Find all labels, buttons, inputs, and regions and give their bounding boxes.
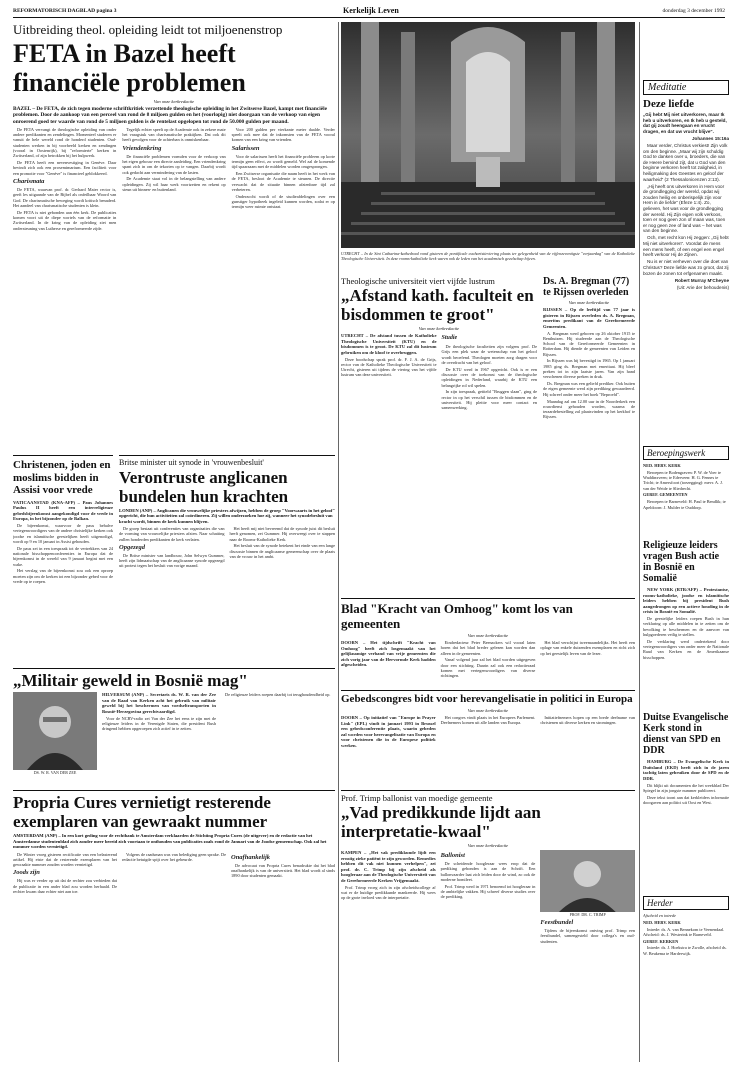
feta-sub-salarissen: Salarissen xyxy=(231,144,260,152)
bregman-p3: Ds. Bregman was een geliefd prediker. Ook buiten de eigen gemeente werd zijn prediking gewaardeerd. Hij schreef onder meer het boek "Beproefd". xyxy=(543,381,635,397)
trimp-photo xyxy=(540,850,635,912)
herder-tab: Herder xyxy=(643,896,729,910)
religieuze-text xyxy=(643,587,729,660)
feta-p9: Voor de salarissen heeft het financiële probleem op korte termijn geen effect, zo wordt gemeld. Wel zal de komende tijd spaarzaam met de middelen worden omgesprongen. xyxy=(231,153,335,170)
anglican-kicker: Britse minister uit synode in 'vrouwenbesluit' xyxy=(119,458,264,467)
ktu-col-2 xyxy=(442,333,538,412)
trimp-photo-caption: PROF. DR. C. TRIMP xyxy=(569,912,606,917)
omhoog-article xyxy=(341,598,635,688)
ktu-p2: De theologische faculteiten zijn volgens prof. De Grijs een plek waar de wetenschap van het geloof wordt beoefend. Theologen moeten zorg dragen voor de overdracht van het geloof. xyxy=(441,344,537,365)
bregman-p4: Maandag zal om 12.00 uur in de Noorderkerk een rouwdienst gehouden worden, waarna de teraardebestelling zal plaatsvinden op het kerkhof te Rijssen. xyxy=(543,398,635,420)
feta-p11: Onderzocht wordt of de studieafdelingen over een gunstiger hypotheek ingeleid kunnen worden, zodat er op termijn weer ruimte ontstaat. xyxy=(231,193,335,210)
feta-p8: Voor 200 gulden per vierkante meter daalde. Verder speelt ook mee dat de inkomsten van de FETA vooral komen van een kring van vrienden. xyxy=(231,126,335,143)
politiek-col-3 xyxy=(540,715,635,750)
bosnie-p2: De religieuze leiders roepen daarbij tot terughoudendheid op. xyxy=(225,692,331,697)
bregman-article xyxy=(543,276,635,576)
ktu-col-1 xyxy=(341,333,437,412)
religieuze-p2: De verklaring werd ondertekend door vertegenwoordigers van onder meer de Nationale Raad van Kerken en de Amerikaanse bisschoppen. xyxy=(643,638,729,660)
ktu-p1: Deze boodschap sprak prof. dr. F. J. A. de Grijs, rector van de Katholieke Theologische Universiteit te Utrecht, gisteren uit tijdens de viering van het vijfde lustrum van deze universiteit. xyxy=(341,356,437,378)
bosnie-col-2 xyxy=(221,692,335,775)
bosnie-lead: HILVERSUM (ANP) – Secretaris ds. W. R. van der Zee van de Raad van Kerken acht het gebruik van militair geweld bij het beschermen van voedseltransporten in Bosnië-Herzegovina gerechtvaardigd. xyxy=(102,692,216,714)
trimp-p1: Prof. Trimp vroeg zich in zijn afscheidscollege af wat er de huidige predikkunde mankeerde. Hij wees op de grote invloed van de interpretatie. xyxy=(341,884,436,901)
religieuze-article xyxy=(643,540,729,710)
anglican-p3: Het heeft mij niet bevreemd dat de synode juist dit besluit heeft genomen, zei Gummer. Hij overweegt over te stappen naar de Rooms-Katholieke Kerk. xyxy=(229,526,335,542)
bosnie-headline: „Militair geweld in Bosnië mag" xyxy=(13,671,248,690)
masthead-section: Kerkelijk Leven xyxy=(343,6,399,15)
herder-b1: Intrede: ds. A. van Bennekom te Veenendaal. Afscheid: ds. J. Westerink te Barneveld. xyxy=(643,926,725,937)
assisi-p2: De paus zei in een toespraak tot de vertrekkers van 24 nationale bisschoppenconferenties in Europa dat de bijeenkomst in de wereld van 9 januari begint met een wake. xyxy=(13,545,113,567)
trimp-sub-ballonist: Ballonist xyxy=(440,852,465,859)
bregman-text xyxy=(543,307,635,420)
trimp-lead: KAMPEN – „Het vak predikkunde lijdt een ernstig zieke patiënt te zijn geworden. Remedies hebben dit vak niet kunnen verhelpen", zei prof. dr. C. Trimp bij zijn afscheid als hoogleraar aan de Theologische Universiteit van de Gereformeerde Kerken Vrijgemaakt. xyxy=(341,850,436,883)
beroepingswerk-h2: GEREF. GEMEENTEN xyxy=(643,492,688,498)
feta-p7: De Academie staat vol in de belangstelling van andere opleidingen. Zij wil haar werk voortzetten en rekent op steun uit binnen- en buitenland. xyxy=(122,176,226,193)
bosnie-article xyxy=(13,668,335,786)
trimp-sub-feestbundel: Feestbundel xyxy=(540,919,574,926)
beroepingswerk-b1: Beroepen te Bodengraven: P. W. de Voer te Waddinxveen; te Ederveen: H. G. Fennes te Tricht; te Amersfoort (toezegging): mevr. A. J. van der Weide te Sliedrecht. xyxy=(643,469,723,491)
propria-col-3 xyxy=(231,852,335,896)
propria-article xyxy=(13,790,335,1060)
bregman-lead: RIJSSEN – Op de leeftijd van 77 jaar is gisteren in Rijssen overleden ds. A. Bregman, emeritus predikant van de Gereformeerde Gemeenten. xyxy=(543,307,635,329)
assisi-headline: Christenen, joden en moslims bidden in Assisi voor vrede xyxy=(13,459,111,496)
anglican-p4: Het besluit van de synode betekent het einde van een lange discussie binnen de anglicaanse gemeenschap over de plaats van de vrouw in het ambt. xyxy=(229,543,335,559)
feta-article xyxy=(13,22,335,452)
anglican-col-2 xyxy=(230,526,336,570)
anglican-sub-opgezegd: Opgezegd xyxy=(119,543,145,551)
meditatie-tab: Meditatie xyxy=(643,80,729,95)
feta-sub-vriendenkring: Vriendenkring xyxy=(122,144,162,152)
masthead xyxy=(13,6,725,18)
beroepingswerk-h1: NED. HERV. KERK xyxy=(643,463,681,468)
trimp-col-2 xyxy=(441,850,536,945)
meditatie-p2: „Hij heeft ons uitverkoren in Hem voor de grondlegging der wereld, opdat wij zouden heilig en onberispelijk zijn voor Hem in de liefde" (Efeze 1:4). Zo, gelieven, het was voor de grondlegging der wereld. Hij Zijn eigen volk verkoos, toen er nog geen zon of maan was, toen er nog geen zee of land was – het was van den beginne. xyxy=(643,183,726,234)
ktu-sub-studie: Studie xyxy=(441,335,458,341)
ktu-lead: UTRECHT – De afstand tussen de Katholieke Theologische Universiteit (KTU) en de bisdommen is te groot. De KTU zal dit lustrum gebruiken om de kloof te overbruggen. xyxy=(341,333,437,355)
trimp-kicker: Prof. Trimp ballonist van moedige gemeente xyxy=(341,793,493,803)
ktu-p4: In zijn toespraak, getiteld "Bruggen slaan", ging de rector in op het verschil tussen de bisdommen en de universiteit. Hij pleitte voor meer contact en samenwerking. xyxy=(441,389,537,411)
politiek-col-1 xyxy=(341,715,436,750)
meditatie-p4: Nu is er niet verheven over die doet van Christus? Deze liefde was zo groot, dat zij bozen de zonen tot erfgenamen maakt. xyxy=(643,259,729,276)
religieuze-p1: De geestelijke leiders roepen Bush in hun verklaring op alle middelen in te zetten om de bevolking te beschermen en de aanvoer van hulpgoederen veilig te stellen. xyxy=(643,616,729,637)
omhoog-lead: DOORN – Het tijdschrift "Kracht van Omhoog" heeft zich losgemaakt van het gelijknamige verband van vrije gemeenten die zich vorig jaar van de Hervormde Kerk hadden afgescheiden. xyxy=(341,640,436,667)
propria-col-2 xyxy=(122,852,226,896)
feta-p5: Tegelijk echter speelt op de Academie ook in zekere mate het vraagstuk van charismatische praktijken. Dat ook dit heeft gevolgen voor de achterban is onmiskenbaar. xyxy=(122,126,226,143)
meditatie-text xyxy=(643,112,729,290)
trimp-byline: Van onze kerkredactie xyxy=(467,843,509,848)
meditatie-intro: „Gij hebt Mij niet uitverkoren, maar Ik heb u uitverkoren, en Ik heb u gesteld, dat gij zoudt heengaan en vrucht dragen, en dat uw vrucht blijve". xyxy=(643,112,727,134)
feta-col-1 xyxy=(13,127,116,233)
politiek-headline: Gebedscongres bidt voor herevangelisatie in politici in Europa xyxy=(341,693,633,705)
assisi-p1: De bijeenkomst, waarvoor de paus behalve vertegenwoordigers van de andere christelijke kerken ook joodse en islamitische geestelijken heeft uitgenodigd, wordt op 9 en 10 januari in Assisi gehouden. xyxy=(13,523,113,544)
bregman-p2: In Rijssen was hij bevestigd in 1965. Op 1 januari 1985 ging ds. Bregman met emeritaat. Hij bleef preken tot in zijn laatste jaren. Van zijn hand verschenen diverse preken in druk. xyxy=(543,358,635,380)
bosnie-p1: Voor de NCRV-radio zei Van der Zee het eens te zijn met de religieuze leiders in de Verenigde Staten, die president Bush dringend hebben opgeroepen zich actief in te zetten. xyxy=(102,715,216,732)
politiek-article xyxy=(341,690,635,786)
propria-p3: De advocaat van Propria Cures benadrukte dat het blad onafhankelijk is van de universiteit. Het blad wordt al sinds 1890 door studenten gemaakt. xyxy=(231,862,335,879)
trimp-p3: Prof. Trimp werd in 1971 benoemd tot hoogleraar in de ambtelijke vakken. Hij schreef diverse studies over de prediking. xyxy=(440,883,536,900)
trimp-col-3 xyxy=(540,850,635,945)
omhoog-p1: Eindredacteur Peter Beenackers wil vooral laten horen dat het blad breder gelezen kan worden dan alleen in de gemeenten. xyxy=(440,640,536,656)
feta-p1: De FETA vervangt de theologische opleiding van onder andere predikanten en zendelingen. Momenteel studeren er vanuit de hele wereld rond de honderd studenten. Oud-studenten werken in bij voorbeeld kerken en zendingen (vooral in Oostenrijk), bij "reformierte" kerken in Zwitserland, of zijn betrokken bij het hulpwerk. xyxy=(13,126,117,159)
politiek-p1: Het congres vindt plaats in het Europees Parlement. Deelnemers komen uit alle landen van Europa. xyxy=(440,715,536,726)
anglican-col-1 xyxy=(119,526,225,570)
van-der-zee-photo xyxy=(13,692,97,770)
anglican-headline: Verontruste anglicanen bundelen hun krachten xyxy=(119,467,289,506)
feta-col-3 xyxy=(232,127,335,233)
trimp-p4: Tijdens de bijeenkomst ontving prof. Trimp een feestbundel, samengesteld door collega's en oud-studenten. xyxy=(540,928,635,944)
politiek-byline: Van onze kerkredactie xyxy=(467,708,509,713)
duitse-lead: HAMBURG – De Evangelische Kerk in Duitsland (EKD) heeft zich in de jaren tachtig laten gebruiken door de SPD en de DDR. xyxy=(643,759,729,781)
herder-text xyxy=(643,913,729,956)
trimp-col-1 xyxy=(341,850,436,945)
trimp-article xyxy=(341,790,635,1060)
meditatie-p1: Maar verder, Christus verkiest! Zijn volk om den beginne. „Maar wij zijn schuldig God te danken over u, broeders, die van de Heere bemind zijt, dat u God van den beginne verkoren heeft tot zaligheid, in heiligmaking des Geestes en geloof der waarheid" (2 Thessalonicenzen 2:13). xyxy=(643,142,728,182)
meditatie-author-note: (Uit: Arie der behoudenis) xyxy=(676,284,729,290)
feta-p10: Een Zwitserse organisatie die naam heeft in het werk van de FETA, besloot de Academie te steunen. De directie verwacht dat de situatie binnen afzienbare tijd zal verbeteren. xyxy=(231,171,335,193)
herder-box xyxy=(643,896,729,1056)
propria-p1: De Winter vroeg gisteren rectificatie van een belasterend artikel. Hij eiste dat de resterende exemplaren van het gewraakte nummer zouden worden vernietigd. xyxy=(13,851,117,868)
masthead-date: donderdag 3 december 1992 xyxy=(662,8,725,14)
politiek-p2: Initiatiefnemers hopen op een brede deelname van christenen uit diverse kerken en stromingen. xyxy=(540,715,635,726)
feta-p6: De financiële problemen vormden voor de verkoop van het eigen gebouw een directe aanleiding. Een vriendenkring spant zich in om de tekorten op te vangen. Daarbij wordt ook gedacht aan vermindering van de lasten. xyxy=(122,153,226,175)
feta-kicker: Uitbreiding theol. opleiding leidt tot miljoenenstrop xyxy=(13,22,283,37)
propria-lead: AMSTERDAM (ANP) – In een kort geding voor de rechtbank te Amsterdam verklaarden de Stichting Propria Cures (de uitgever) en de redactie van het Amsterdamse studentenblad zich zonder meer bereid zich voortaan te onthouden van publicaties zoals rond de Januari van de Joodse gemeenschap. Ook zal het nummer worden vernietigd. xyxy=(13,833,327,849)
meditatie-ref: Johannes 15:16a xyxy=(691,135,729,141)
beroepingswerk-tab: Beroepingswerk xyxy=(643,446,729,460)
omhoog-p3: Het blad verschijnt tweemaandelijks. Het heeft een oplage van enkele duizenden exemplaren en richt zich op het geestelijk leven van de lezer. xyxy=(540,640,635,656)
cathedral-caption: UTRECHT – In de Sint Catharina-kathedraal vond gisteren de pontificale eucharistieviering plaats ter gelegenheid van de vijfenzeventigste "verjaardag" van de Katholieke Theologische Universiteit. In deze rooms-katholieke kerk waren ook de leden van het academisch gezelschap bijeen. xyxy=(341,251,635,261)
ktu-headline: „Afstand kath. faculteit en bisdommen te groot" xyxy=(341,286,534,324)
meditatie-title: Deze liefde xyxy=(643,98,694,110)
feta-lead: BAZEL – De FETA, de zich tegen moderne schriftkritiek verzettende theologische opleiding in het Zwitserse Bazel, kampt met financiële problemen. Door de aankoop van een perceel van rond de 8 miljoen gulden en het (voorlopig) niet doorgaan van de verkoop van eigen onroerend goed ter waarde van rond de 5 miljoen gulden is de rentelast opgelopen tot rond de 50.000 gulden per maand. xyxy=(13,106,328,125)
bregman-byline: Van onze kerkredactie xyxy=(568,300,610,305)
omhoog-col-3 xyxy=(540,640,635,680)
beroepingswerk-box xyxy=(643,446,729,536)
anglican-lead: LONDEN (ANP) – Anglicanen die vrouwelijke priesters afwijzen, hebben de groep "Voorwaarts in het geloof" opgericht, die hun activiteiten zal coördineren. Zij willen onderzoeken hoe zij, wanneer het synodebesluit van kracht wordt, binnen de kerk kunnen blijven. xyxy=(119,507,335,524)
duitse-headline: Duitse Evangelische Kerk stond in dienst van SPD en DDR xyxy=(643,712,729,756)
propria-p4: Volgens de raadsman was van belediging geen sprake. De redactie betuigde spijt over het gebeurde. xyxy=(122,851,226,862)
trimp-headline: „Vad predikkunde lijdt aan interpretatie-kwaal" xyxy=(341,803,541,841)
ktu-article xyxy=(341,276,537,596)
anglican-p2: De Britse minister van landbouw, John Selwyn Gummer, heeft zijn lidmaatschap van de anglicaanse synode opgezegd uit protest tegen het besluit van vorige maand. xyxy=(119,552,225,569)
duitse-text xyxy=(643,759,729,805)
ktu-p3: De KTU werd in 1967 opgericht. Ook is er een discussie over de toekomst van de theologische opleidingen in Nederland, waarbij de KTU een belangrijke rol wil spelen. xyxy=(441,366,537,388)
portrait-image xyxy=(13,692,97,770)
column-rule-right xyxy=(639,22,640,1062)
omhoog-p2: Vanaf volgend jaar zal het blad worden uitgegeven door een stichting. Daarin zal ook een redactieraad komen met vertegenwoordigers van diverse richtingen. xyxy=(440,657,536,679)
beroepingswerk-text xyxy=(643,463,729,510)
cathedral-interior-image xyxy=(341,22,635,248)
religieuze-lead: NEW YORK (RTR/AFP) – Protestantse, rooms-katholieke, joodse en islamitische leiders hebben bij president Bush aangedrongen op een actieve houding in de crisis in Bosnië en Somalië. xyxy=(643,587,729,614)
omhoog-headline: Blad "Kracht van Omhoog" komt los van gemeenten xyxy=(341,601,573,631)
religieuze-headline: Religieuze leiders vragen Bush actie in Bosnië en Somalië xyxy=(643,540,720,584)
feta-sub-charismata: Charismata xyxy=(13,178,45,186)
bosnie-col-1 xyxy=(102,692,216,775)
omhoog-col-1 xyxy=(341,640,436,680)
anglican-article xyxy=(119,455,335,665)
bosnie-photo-wrap xyxy=(13,692,97,775)
duitse-p1: Dit blijkt uit documenten die het weekblad Der Spiegel in zijn jongste nummer publiceert. xyxy=(643,782,729,793)
omhoog-byline: Van onze kerkredactie xyxy=(467,633,509,638)
herder-h2: GEREF. KERKEN xyxy=(643,938,679,944)
propria-col-1 xyxy=(13,852,117,896)
feta-p4: De FETA is niet gebonden aan één kerk. De publicaties komen voort uit de diepe wortels van de reformatie in Zwitserland. In de kring van de opleiding ziet men ondersteuning van Lutherse en gereformeerde zijde. xyxy=(13,209,117,231)
masthead-left: REFORMATORISCH DAGBLAD pagina 3 xyxy=(13,8,117,14)
propria-sub-joods: Joods zijn xyxy=(13,869,40,877)
feta-p2: De FETA heeft een nevenvestiging in Genève. Daar bevindt zich ook een prosemimarium. Een faciliteit voor een promotie voor "Genève" is financieel geblokkeerd. xyxy=(13,160,117,176)
politiek-col-2 xyxy=(441,715,536,750)
feta-byline: Van onze kerkredactie xyxy=(153,99,195,104)
anglican-p1: De groep bestaat uit conferenties van organisaties die van de vorming van vrouwelijke priesters afzien. Naar schatting zullen honderden predikanten de kerk verlaten. xyxy=(119,526,225,542)
feta-col-2 xyxy=(122,127,225,233)
politiek-lead: DOORN – Op initiatief van "Europe in Prayer Link" (EPL) vindt in januari 1993 in Brussel een gebedsconferentie plaats, waarin gebeden zal worden voor herevangelisatie van Europa en voor christenen die in de Europese politiek werken. xyxy=(341,715,436,748)
herder-h1: NED. HERV. KERK xyxy=(643,919,681,925)
meditatie-box xyxy=(643,80,729,440)
feta-p3: De FETA, waarvan prof. dr. Gerhard Maier rector is, geeft les uitgaande van de Bijbel als onfeilbaar Woord van God. De charismatische beweging wordt kritisch benaderd. Het aandeel van charismatische studenten is klein. xyxy=(13,187,117,208)
meditatie-author: Robert Murray M'Cheyne xyxy=(674,277,729,283)
duitse-p2: Deze tekst toont aan dat kerkleiders informatie doorgaven aan politici uit Oost en West. xyxy=(643,794,729,805)
propria-headline: Propria Cures vernietigt resterende exemplaren van gewraakt nummer xyxy=(13,793,271,831)
column-rule-left xyxy=(338,22,339,1062)
herder-b2: Intrede: ds. J. Hoekstra te Zwolle, afscheid ds. W. Beukema te Harderwijk. xyxy=(643,945,727,956)
cathedral-photo xyxy=(341,22,635,248)
bregman-headline: Ds. A. Bregman (77) te Rijssen overleden xyxy=(543,276,630,298)
herder-intro: Afscheid en intrede xyxy=(643,913,677,918)
ktu-kicker: Theologische universiteit viert vijfde lustrum xyxy=(341,276,495,286)
trimp-p2: De scheidende hoogleraar wees erop dat de prediking gebonden is aan de Schrift. Een ballonvaarder laat zich leiden door de wind, zo ook de moderne homileet. xyxy=(440,861,536,882)
assisi-p3: Het verslag van de bijeenkomst zou ook een oproep moeten zijn om de kerken tot een bijzonder gebed voor de vrede op te roepen. xyxy=(13,568,113,584)
assisi-lead: VATICAANSTAD (KNA-AFP) – Paus Johannes Paulus II heeft een interreligieuze gebedsbijeenkomst aangekondigd voor de vrede in Europa, in het bijzonder op de Balkan. xyxy=(13,499,113,521)
meditatie-p3: Och, met recht kon Hij zeggen: „Gij hebt Mij niet uitverkoren". Voordat de mens een mens heeft, of een engel een engel heeft verkoor Hij de Zijnen. xyxy=(643,235,729,258)
assisi-article xyxy=(13,455,113,665)
feta-headline: FETA in Bazel heeft financiële problemen xyxy=(13,39,246,97)
omhoog-col-2 xyxy=(441,640,536,680)
trimp-portrait-image xyxy=(540,850,635,912)
bregman-p1: A. Bregman werd geboren op 26 oktober 1915 te Benthuizen. Hij studeerde aan de Theologische School van de Gereformeerde Gemeenten in Rotterdam. Hij diende de gemeenten van Leiden en Rijssen. xyxy=(543,330,635,357)
assisi-text xyxy=(13,500,113,585)
propria-sub-onafhankelijk: Onafhankelijk xyxy=(231,853,271,861)
ktu-byline: Van onze kerkredactie xyxy=(418,326,460,331)
van-der-zee-caption: DS. W. R. VAN DER ZEE xyxy=(33,770,77,775)
beroepingswerk-b2: Beroepen te Barneveld: H. Paul te Bendlik; te Apeldoorn: J. Mulder te Ouddorp. xyxy=(643,499,726,510)
propria-p2: Hij was er verder op uit dat de rechter zou verbieden dat de publicatie in een ander blad zou worden herhaald. De rechter kwam daar echter niet aan toe. xyxy=(13,878,117,894)
duitse-article xyxy=(643,712,729,892)
